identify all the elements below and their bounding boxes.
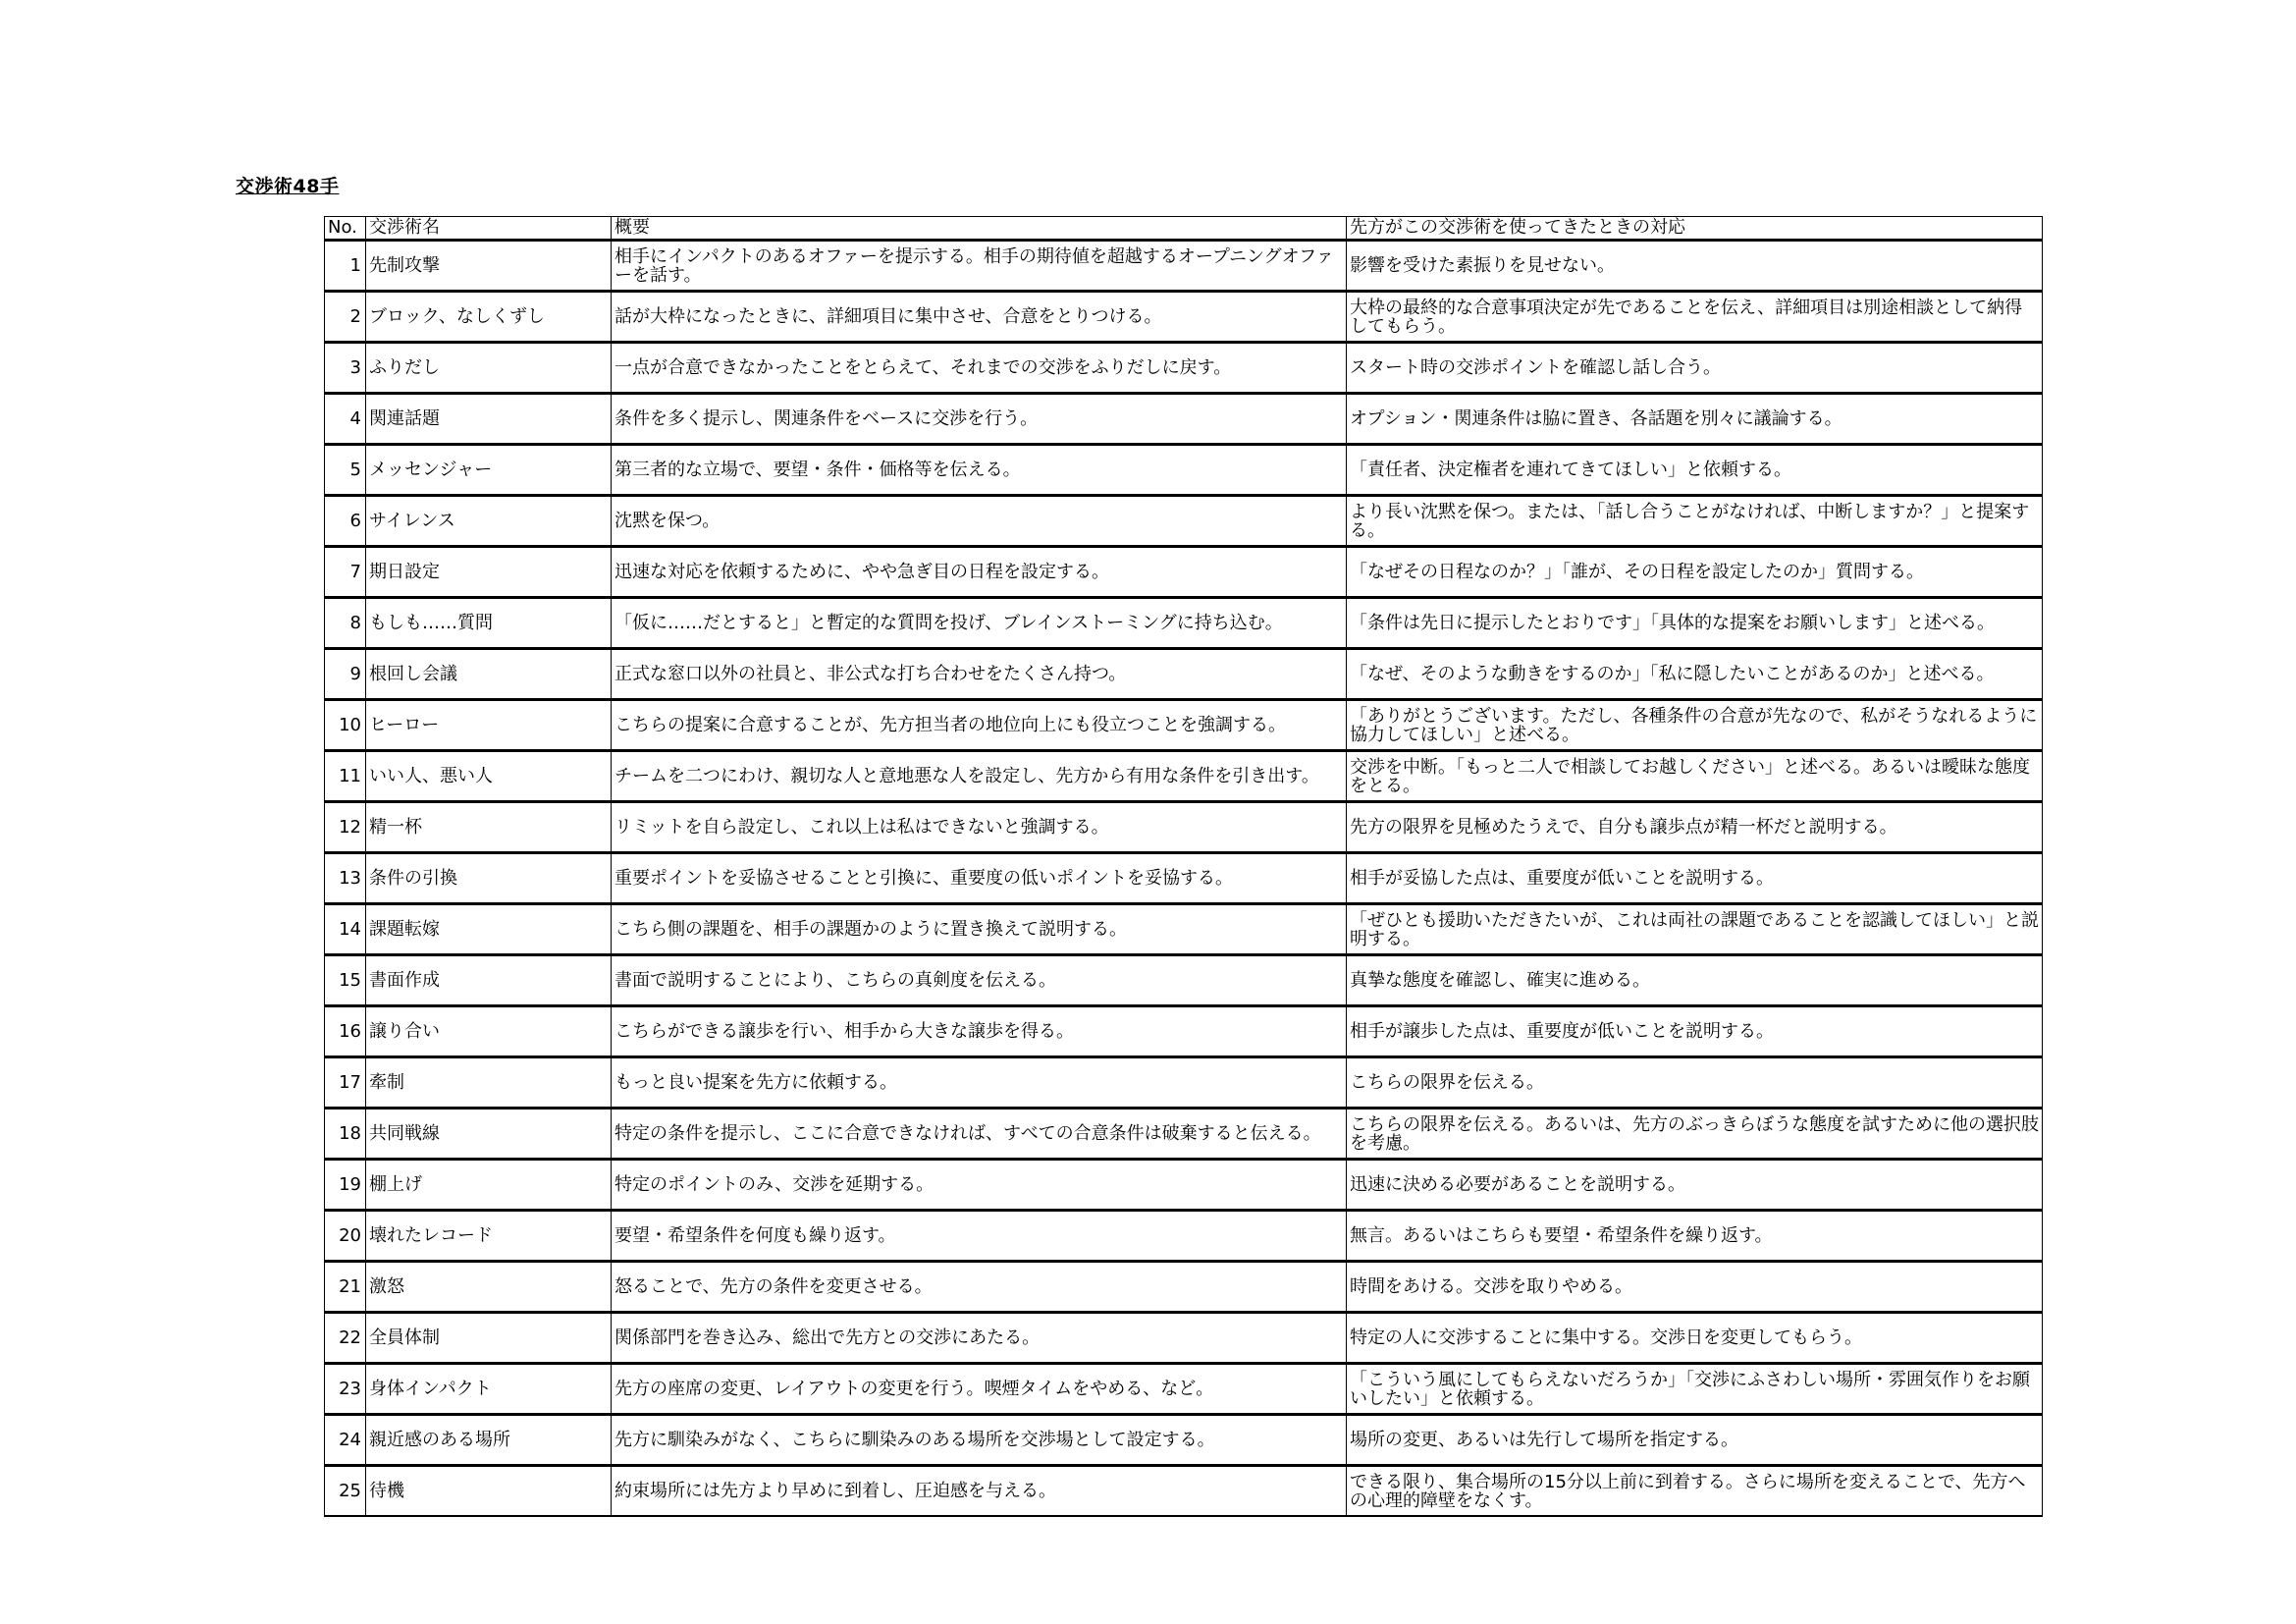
cell-name: 課題転嫁 — [366, 904, 612, 955]
cell-name: 親近感のある場所 — [366, 1415, 612, 1466]
table-row — [325, 904, 2043, 955]
cell-summary: 条件を多く提示し、関連条件をベースに交渉を行う。 — [612, 394, 1347, 445]
cell-name: ヒーロー — [366, 700, 612, 751]
table-row — [325, 292, 2043, 343]
cell-no: 25 — [325, 1466, 366, 1517]
cell-response: より長い沈黙を保つ。または、「話し合うことがなければ、中断しますか？」と提案する。 — [1347, 496, 2043, 547]
cell-summary: こちらができる譲歩を行い、相手から大きな譲歩を得る。 — [612, 1006, 1347, 1057]
header-response: 先方がこの交渉術を使ってきたときの対応 — [1347, 217, 2043, 241]
cell-response: できる限り、集合場所の15分以上前に到着する。さらに場所を変えることで、先方への心理的障壁をなくす。 — [1347, 1466, 2043, 1517]
cell-summary: 特定の条件を提示し、ここに合意できなければ、すべての合意条件は破棄すると伝える。 — [612, 1109, 1347, 1160]
table-row — [325, 496, 2043, 547]
cell-no: 19 — [325, 1160, 366, 1211]
cell-name: 激怒 — [366, 1262, 612, 1313]
cell-name: 身体インパクト — [366, 1364, 612, 1415]
cell-response: 「なぜ、そのような動きをするのか」「私に隠したいことがあるのか」と述べる。 — [1347, 649, 2043, 700]
cell-no: 14 — [325, 904, 366, 955]
cell-name: 譲り合い — [366, 1006, 612, 1057]
cell-no: 5 — [325, 445, 366, 496]
cell-no: 6 — [325, 496, 366, 547]
table-row — [325, 1262, 2043, 1313]
cell-summary: もっと良い提案を先方に依頼する。 — [612, 1057, 1347, 1109]
table-row — [325, 343, 2043, 394]
cell-name: 根回し会議 — [366, 649, 612, 700]
table-row — [325, 1466, 2043, 1517]
table-row — [325, 598, 2043, 649]
cell-summary: 特定のポイントのみ、交渉を延期する。 — [612, 1160, 1347, 1211]
cell-response: 時間をあける。交渉を取りやめる。 — [1347, 1262, 2043, 1313]
cell-name: 精一杯 — [366, 802, 612, 853]
table-row — [325, 1006, 2043, 1057]
cell-response: 「なぜその日程なのか？」「誰が、その日程を設定したのか」質問する。 — [1347, 547, 2043, 598]
cell-response: 相手が譲歩した点は、重要度が低いことを説明する。 — [1347, 1006, 2043, 1057]
cell-name: ふりだし — [366, 343, 612, 394]
cell-name: 壊れたレコード — [366, 1211, 612, 1262]
cell-name: 全員体制 — [366, 1313, 612, 1364]
cell-summary: 先方に馴染みがなく、こちらに馴染みのある場所を交渉場として設定する。 — [612, 1415, 1347, 1466]
header-row — [325, 217, 2043, 241]
cell-no: 18 — [325, 1109, 366, 1160]
cell-response: 「こういう風にしてもらえないだろうか」「交渉にふさわしい場所・雰囲気作りをお願いしたい」と依頼する。 — [1347, 1364, 2043, 1415]
cell-summary: 約束場所には先方より早めに到着し、圧迫感を与える。 — [612, 1466, 1347, 1517]
table-row — [325, 1364, 2043, 1415]
table-row — [325, 445, 2043, 496]
cell-response: 無言。あるいはこちらも要望・希望条件を繰り返す。 — [1347, 1211, 2043, 1262]
cell-name: 期日設定 — [366, 547, 612, 598]
table-row — [325, 955, 2043, 1006]
cell-no: 7 — [325, 547, 366, 598]
cell-response: 大枠の最終的な合意事項決定が先であることを伝え、詳細項目は別途相談として納得してもらう。 — [1347, 292, 2043, 343]
table-row — [325, 1415, 2043, 1466]
cell-name: 棚上げ — [366, 1160, 612, 1211]
cell-summary: 怒ることで、先方の条件を変更させる。 — [612, 1262, 1347, 1313]
cell-name: ブロック、なしくずし — [366, 292, 612, 343]
cell-response: 場所の変更、あるいは先行して場所を指定する。 — [1347, 1415, 2043, 1466]
cell-no: 23 — [325, 1364, 366, 1415]
cell-no: 3 — [325, 343, 366, 394]
cell-no: 20 — [325, 1211, 366, 1262]
cell-no: 16 — [325, 1006, 366, 1057]
table-row — [325, 1109, 2043, 1160]
cell-name: 共同戦線 — [366, 1109, 612, 1160]
cell-name: もしも……質問 — [366, 598, 612, 649]
cell-summary: 重要ポイントを妥協させることと引換に、重要度の低いポイントを妥協する。 — [612, 853, 1347, 904]
cell-summary: チームを二つにわけ、親切な人と意地悪な人を設定し、先方から有用な条件を引き出す。 — [612, 751, 1347, 802]
cell-no: 2 — [325, 292, 366, 343]
cell-summary: 関係部門を巻き込み、総出で先方との交渉にあたる。 — [612, 1313, 1347, 1364]
cell-response: こちらの限界を伝える。 — [1347, 1057, 2043, 1109]
table-row — [325, 1160, 2043, 1211]
header-no: No. — [325, 217, 366, 241]
cell-no: 12 — [325, 802, 366, 853]
cell-summary: 相手にインパクトのあるオファーを提示する。相手の期待値を超越するオープニングオファーを話す。 — [612, 241, 1347, 292]
cell-name: 書面作成 — [366, 955, 612, 1006]
cell-no: 15 — [325, 955, 366, 1006]
cell-response: 「責任者、決定権者を連れてきてほしい」と依頼する。 — [1347, 445, 2043, 496]
cell-response: こちらの限界を伝える。あるいは、先方のぶっきらぼうな態度を試すために他の選択肢を考慮。 — [1347, 1109, 2043, 1160]
cell-response: 「ぜひとも援助いただきたいが、これは両社の課題であることを認識してほしい」と説明する。 — [1347, 904, 2043, 955]
cell-response: 「条件は先日に提示したとおりです」「具体的な提案をお願いします」と述べる。 — [1347, 598, 2043, 649]
cell-no: 22 — [325, 1313, 366, 1364]
cell-summary: 一点が合意できなかったことをとらえて、それまでの交渉をふりだしに戻す。 — [612, 343, 1347, 394]
cell-no: 17 — [325, 1057, 366, 1109]
table-row — [325, 649, 2043, 700]
cell-summary: 先方の座席の変更、レイアウトの変更を行う。喫煙タイムをやめる、など。 — [612, 1364, 1347, 1415]
cell-response: 先方の限界を見極めたうえで、自分も譲歩点が精一杯だと説明する。 — [1347, 802, 2043, 853]
cell-response: 特定の人に交渉することに集中する。交渉日を変更してもらう。 — [1347, 1313, 2043, 1364]
document-title: 交渉術48手 — [236, 176, 340, 197]
header-summary: 概要 — [612, 217, 1347, 241]
cell-summary: こちら側の課題を、相手の課題かのように置き換えて説明する。 — [612, 904, 1347, 955]
cell-name: 待機 — [366, 1466, 612, 1517]
cell-summary: 第三者的な立場で、要望・条件・価格等を伝える。 — [612, 445, 1347, 496]
cell-summary: 要望・希望条件を何度も繰り返す。 — [612, 1211, 1347, 1262]
cell-response: 迅速に決める必要があることを説明する。 — [1347, 1160, 2043, 1211]
cell-no: 1 — [325, 241, 366, 292]
cell-no: 21 — [325, 1262, 366, 1313]
cell-response: オプション・関連条件は脇に置き、各話題を別々に議論する。 — [1347, 394, 2043, 445]
cell-summary: こちらの提案に合意することが、先方担当者の地位向上にも役立つことを強調する。 — [612, 700, 1347, 751]
cell-response: 「ありがとうございます。ただし、各種条件の合意が先なので、私がそうなれるように協力してほしい」と述べる。 — [1347, 700, 2043, 751]
table-row — [325, 394, 2043, 445]
cell-summary: 書面で説明することにより、こちらの真剣度を伝える。 — [612, 955, 1347, 1006]
table-row — [325, 1057, 2043, 1109]
cell-name: サイレンス — [366, 496, 612, 547]
cell-summary: 「仮に……だとすると」と暫定的な質問を投げ、ブレインストーミングに持ち込む。 — [612, 598, 1347, 649]
cell-no: 24 — [325, 1415, 366, 1466]
cell-no: 8 — [325, 598, 366, 649]
cell-no: 4 — [325, 394, 366, 445]
cell-no: 11 — [325, 751, 366, 802]
cell-response: 影響を受けた素振りを見せない。 — [1347, 241, 2043, 292]
cell-name: 関連話題 — [366, 394, 612, 445]
cell-response: 交渉を中断。「もっと二人で相談してお越しください」と述べる。あるいは曖昧な態度をとる。 — [1347, 751, 2043, 802]
negotiation-table — [324, 216, 2043, 1517]
table-row — [325, 802, 2043, 853]
cell-summary: 話が大枠になったときに、詳細項目に集中させ、合意をとりつける。 — [612, 292, 1347, 343]
table-row — [325, 547, 2043, 598]
cell-response: 真摯な態度を確認し、確実に進める。 — [1347, 955, 2043, 1006]
cell-name: 条件の引換 — [366, 853, 612, 904]
cell-response: 相手が妥協した点は、重要度が低いことを説明する。 — [1347, 853, 2043, 904]
cell-no: 13 — [325, 853, 366, 904]
table-row — [325, 241, 2043, 292]
cell-summary: 迅速な対応を依頼するために、やや急ぎ目の日程を設定する。 — [612, 547, 1347, 598]
table-row — [325, 853, 2043, 904]
cell-name: いい人、悪い人 — [366, 751, 612, 802]
cell-no: 10 — [325, 700, 366, 751]
cell-summary: 正式な窓口以外の社員と、非公式な打ち合わせをたくさん持つ。 — [612, 649, 1347, 700]
cell-name: 牽制 — [366, 1057, 612, 1109]
table-row — [325, 700, 2043, 751]
table-row — [325, 1313, 2043, 1364]
table-row — [325, 1211, 2043, 1262]
cell-response: スタート時の交渉ポイントを確認し話し合う。 — [1347, 343, 2043, 394]
cell-no: 9 — [325, 649, 366, 700]
header-name: 交渉術名 — [366, 217, 612, 241]
cell-name: 先制攻撃 — [366, 241, 612, 292]
cell-name: メッセンジャー — [366, 445, 612, 496]
cell-summary: リミットを自ら設定し、これ以上は私はできないと強調する。 — [612, 802, 1347, 853]
table-row — [325, 751, 2043, 802]
cell-summary: 沈黙を保つ。 — [612, 496, 1347, 547]
